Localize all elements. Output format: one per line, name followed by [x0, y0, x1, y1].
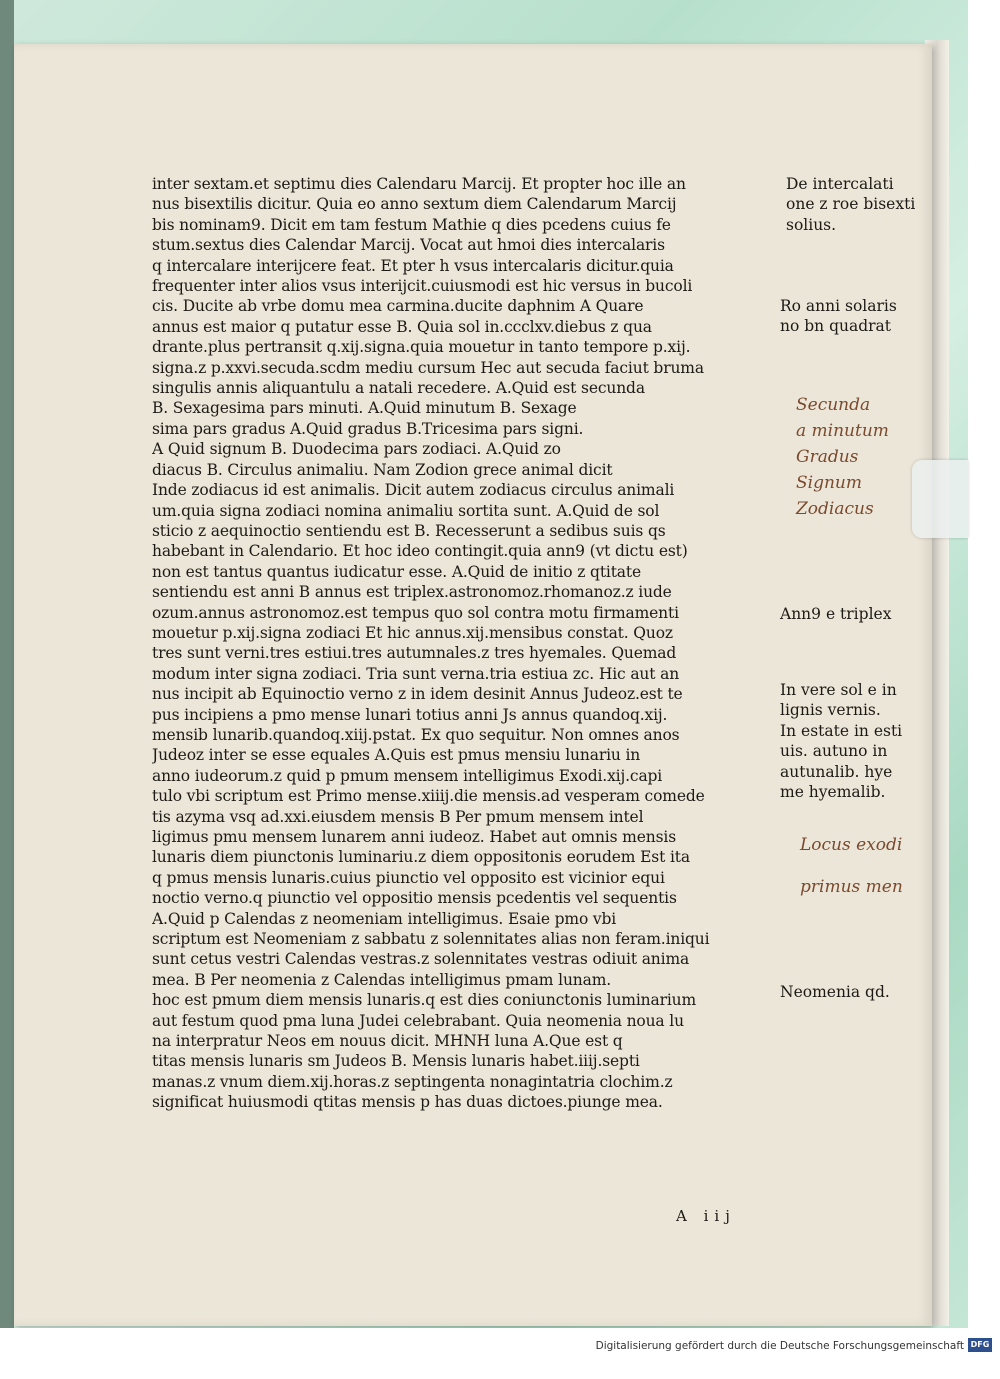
text-line: modum inter signa zodiaci. Tria sunt verna.tria estiua zc. Hic aut an: [152, 664, 680, 683]
text-line: lunaris diem piunctonis luminariu.z diem oppositonis eorudem Est ita: [152, 848, 690, 867]
text-line: um.quia signa zodiaci nomina animaliu sortita sunt. A.Quid de sol: [152, 501, 660, 520]
text-line: mea. B Per neomenia z Calendas intelligimus pmam lunam.: [152, 970, 612, 989]
main-text-block: [152, 174, 777, 1113]
text-line: tulo vbi scriptum est Primo mense.xiiij.die mensis.ad vesperam comede: [152, 787, 705, 806]
footer-bar: [0, 1328, 1000, 1379]
text-line: scriptum est Neomeniam z sabbatu z solennitates alias non feram.iniqui: [152, 930, 710, 949]
margin-note-annus-triplex: Ann9 e triplex: [780, 605, 892, 623]
bookmark-flap: [912, 460, 968, 538]
text-line: significat huiusmodi qtitas mensis p has duas dictoes.piunge mea.: [152, 1093, 663, 1112]
text-line: mensib lunarib.quandoq.xiij.pstat. Ex quo sequitur. Non omnes anos: [152, 725, 680, 744]
text-line: nus incipit ab Equinoctio verno z in idem desinit Annus Judeoz.est te: [152, 685, 683, 704]
handwritten-primus: primus men: [800, 877, 903, 897]
text-line: inter sextam.et septimu dies Calendaru Marcij. Et propter hoc ille an: [152, 175, 686, 193]
text-line: sima pars gradus A.Quid gradus B.Tricesima pars signi.: [152, 419, 584, 438]
text-line: singulis annis aliquantulu a natali recedere. A.Quid est secunda: [152, 379, 645, 398]
text-line: titas mensis lunaris sm Judeos B. Mensis lunaris habet.iiij.septi: [152, 1052, 640, 1071]
text-line: anno iudeorum.z quid p pmum mensem intelligimus Exodi.xij.capi: [152, 766, 663, 785]
margin-note-intercalatio: De intercalati one z roe bisexti solius.: [786, 175, 916, 234]
footer-credit: Digitalisierung gefördert durch die Deutsche Forschungsgemeinschaft: [595, 1340, 964, 1352]
text-line: tis azyma vsq ad.xxi.eiusdem mensis B Per pmum mensem intel: [152, 807, 644, 826]
text-line: nus bisextilis dicitur. Quia eo anno sextum diem Calendarum Marcij: [152, 195, 677, 214]
margin-note-sol-signis: In vere sol e in lignis vernis. In estate in esti uis. autuno in autunalib. hye me hyemalib.: [780, 681, 903, 802]
handwritten-list: Secunda a minutum Gradus Signum Zodiacus: [796, 395, 889, 519]
text-line: habebant in Calendario. Et hoc ideo contingit.quia ann9 (vt dictu est): [152, 542, 688, 561]
text-line: ozum.annus astronomoz.est tempus quo sol contra motu firmamenti: [152, 603, 679, 622]
text-line: na interpratur Neos em nouus dicit. MHNH luna A.Que est q: [152, 1032, 623, 1051]
text-line: bis nominam9. Dicit em tam festum Mathie q dies pcedens cuius fe: [152, 215, 671, 234]
text-line: pus incipiens a pmo mense lunari totius anni Js annus quandoq.xij.: [152, 705, 668, 724]
dfg-logo: DFG: [968, 1338, 992, 1352]
text-line: hoc est pmum diem mensis lunaris.q est dies coniunctonis luminarium: [152, 991, 697, 1010]
text-line: Judeoz inter se esse equales A.Quis est pmus mensiu lunariu in: [152, 746, 641, 765]
text-line: B. Sexagesima pars minuti. A.Quid minutum B. Sexage: [152, 399, 577, 418]
text-line: mouetur p.xij.signa zodiaci Et hic annus.xij.mensibus constat. Quoz: [152, 623, 673, 642]
text-line: ligimus pmu mensem lunarem anni iudeoz. Habet aut omnis mensis: [152, 828, 676, 846]
text-line: manas.z vnum diem.xij.horas.z septingenta nonagintatria clochim.z: [152, 1072, 673, 1091]
margin-note-neomenia: Neomenia qd.: [780, 983, 890, 1001]
text-line: drante.plus pertransit q.xij.signa.quia mouetur in tanto tempore p.xij.: [152, 338, 691, 357]
text-line: q intercalare interijcere feat. Et pter h vsus intercalaris dicitur.quia: [152, 256, 674, 275]
text-line: non est tantus quantus iudicatur esse. A.Quid de initio z qtitate: [152, 562, 641, 581]
text-line: A Quid signum B. Duodecima pars zodiaci. A.Quid zo: [152, 440, 561, 459]
text-line: noctio verno.q piunctio vel oppositio mensis pcedentis vel sequentis: [152, 889, 677, 908]
text-line: signa.z p.xxvi.secuda.scdm mediu cursum Hec aut secuda faciut bruma: [152, 358, 704, 377]
text-line: aut festum quod pma luna Judei celebrabant. Quia neomenia noua lu: [152, 1011, 684, 1030]
text-line: cis. Ducite ab vrbe domu mea carmina.ducite daphnim A Quare: [152, 297, 644, 316]
text-line: tres sunt verni.tres estiui.tres autumnales.z tres hyemales. Quemad: [152, 644, 677, 663]
text-line: Inde zodiacus id est animalis. Dicit autem zodiacus circulus animali: [152, 481, 675, 500]
spine-shadow: [0, 0, 14, 1328]
signature-mark: A iij: [676, 1207, 736, 1225]
text-line: diacus B. Circulus animaliu. Nam Zodion grece animal dicit: [152, 460, 613, 479]
text-line: annus est maior q putatur esse B. Quia sol in.ccclxv.diebus z qua: [152, 317, 652, 336]
text-line: sunt cetus vestri Calendas vestras.z solennitates vestras odiuit anima: [152, 950, 690, 969]
text-line: q pmus mensis lunaris.cuius piunctio vel opposito est vicinior equi: [152, 868, 665, 887]
text-line: A.Quid p Calendas z neomeniam intelligimus. Esaie pmo vbi: [152, 909, 617, 928]
text-line: sentiendu est anni B annus est triplex.astronomoz.rhomanoz.z iude: [152, 583, 672, 602]
text-line: stum.sextus dies Calendar Marcij. Vocat aut hmoi dies intercalaris: [152, 236, 665, 255]
margin-note-annus-solaris: Ro anni solaris no bn quadrat: [780, 297, 897, 336]
text-line: sticio z aequinoctio sentiendu est B. Recesserunt a sedibus suis qs: [152, 521, 666, 540]
handwritten-exodi: Locus exodi: [800, 835, 903, 855]
text-line: frequenter inter alios vsus interijcit.cuiusmodi est hic versus in bucoli: [152, 277, 693, 296]
